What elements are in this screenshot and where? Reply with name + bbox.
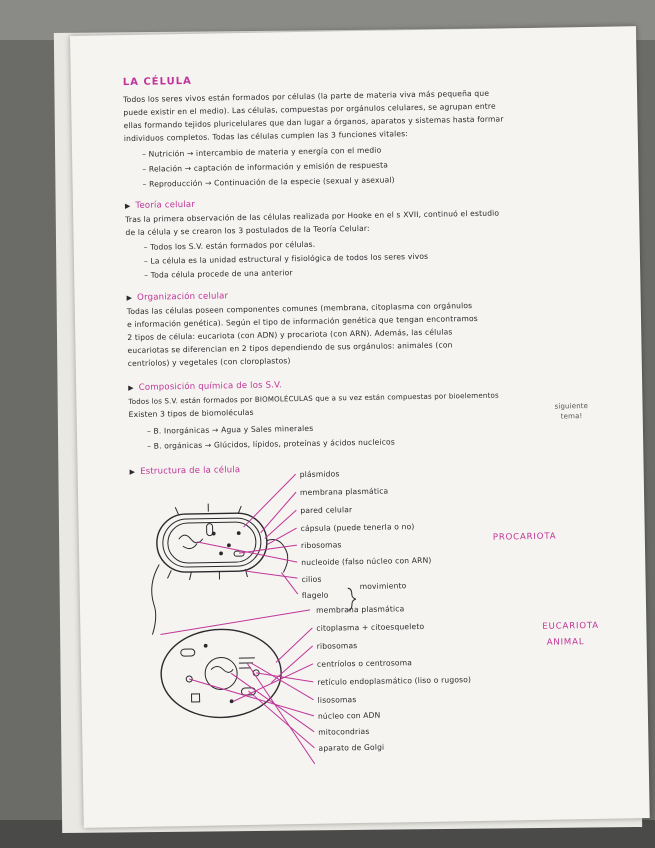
intro-line: ellas formando tejidos pluricelulares que dan lugar a órganos, aparatos y sistemas hasta formar bbox=[123, 114, 504, 131]
section-heading-estructura: ▶ Estructura de la célula bbox=[130, 465, 241, 477]
label-ribosomas: ribosomas bbox=[300, 540, 342, 551]
tag-animal: ANIMAL bbox=[546, 637, 585, 648]
label-nucleoide: nucleoide (falso núcleo con ARN) bbox=[301, 555, 432, 568]
intro-line: individuos completos. Todas las células cumplen las 3 funciones vitales: bbox=[123, 129, 409, 144]
cell-diagrams bbox=[70, 26, 650, 828]
label-centriolos: centríolos o centrosoma bbox=[316, 658, 413, 669]
label-ribosomas-euc: ribosomas bbox=[316, 641, 358, 651]
tag-procariota: PROCARIOTA bbox=[492, 531, 557, 543]
side-note: siguiente bbox=[554, 402, 589, 411]
composicion-line: Todos los S.V. están formados por BIOMOLÉCULAS que a su vez están compuestas por bioelementos bbox=[128, 390, 499, 407]
label-lisosomas: lisosomas bbox=[317, 695, 357, 705]
label-plasmidos: plásmidos bbox=[299, 469, 340, 480]
tag-eucariota: EUCARIOTA bbox=[542, 620, 599, 632]
label-membrana: membrana plasmática bbox=[299, 486, 389, 498]
function-item: – Nutrición → intercambio de materia y energía con el medio bbox=[141, 145, 382, 159]
notes-page bbox=[70, 26, 650, 828]
organizacion-line: eucariotas se diferencian en 2 tipos dependiendo de sus orgánulos: animales (con bbox=[127, 340, 453, 356]
label-membrana-plasmatica: membrana plasmática bbox=[315, 604, 405, 615]
label-pared: pared celular bbox=[300, 505, 353, 516]
label-golgi: aparato de Golgi bbox=[318, 742, 385, 753]
section-heading-composicion: ▶ Composición química de los S.V. bbox=[128, 380, 282, 393]
organizacion-line: e información genética). Según el tipo de información genética que tengan encontramos bbox=[126, 313, 478, 330]
label-movimiento: movimiento bbox=[359, 581, 407, 592]
page-title: LA CÉLULA bbox=[122, 75, 192, 89]
organizacion-line: Todas las células poseen componentes comunes (membrana, citoplasma con orgánulos bbox=[126, 301, 473, 317]
function-item: – Relación → captación de información y emisión de respuesta bbox=[142, 160, 389, 174]
label-cilios: cilios bbox=[301, 574, 322, 585]
label-flagelo: flagelo bbox=[301, 590, 329, 601]
label-capsula: cápsula (puede tenerla o no) bbox=[300, 522, 415, 534]
side-note: tema! bbox=[560, 412, 583, 421]
section-heading-organizacion: ▶ Organización celular bbox=[126, 291, 228, 303]
section-heading-teoria: ▶ Teoría celular bbox=[125, 200, 195, 211]
teoria-line: Tras la primera observación de las células realizada por Hooke en el s XVII, continuó el estudio bbox=[125, 208, 500, 225]
composicion-item: – B. Inorgánicas → Agua y Sales minerales bbox=[146, 423, 314, 436]
organizacion-line: centríolos) y vegetales (con cloroplastos) bbox=[127, 356, 291, 369]
teoria-item: – Todos los S.V. están formados por células. bbox=[143, 239, 316, 252]
teoria-item: – La célula es la unidad estructural y fisiológica de todos los seres vivos bbox=[143, 251, 429, 266]
label-nucleo: núcleo con ADN bbox=[317, 710, 381, 721]
label-mitocondrias: mitocondrias bbox=[318, 726, 370, 737]
intro-line: puede existir en el medio). Las células, compuestas por orgánulos celulares, se agrupan entre bbox=[123, 101, 496, 118]
composicion-item: – B. orgánicas → Glúcidos, lípidos, proteínas y ácidos nucleicos bbox=[147, 437, 395, 451]
composicion-line: Existen 3 tipos de biomoléculas bbox=[128, 407, 254, 420]
organizacion-line: 2 tipos de célula: eucariota (con ADN) y procariota (con ARN). Además, las células bbox=[127, 327, 453, 343]
eukaryote-drawing bbox=[160, 628, 282, 718]
intro-line: Todos los seres vivos están formados por células (la parte de materia viva más pequeña que bbox=[123, 88, 490, 105]
prokaryote-drawing bbox=[150, 502, 289, 634]
label-citoplasma: citoplasma + citoesqueleto bbox=[316, 621, 425, 633]
label-reticulo: retículo endoplasmático (liso o rugoso) bbox=[317, 675, 472, 687]
function-item: – Reproducción → Continuación de la especie (sexual y asexual) bbox=[142, 175, 395, 189]
teoria-item: – Toda célula procede de una anterior bbox=[144, 268, 293, 280]
teoria-line: de la célula y se crearon los 3 postulados de la Teoría Celular: bbox=[125, 223, 370, 238]
